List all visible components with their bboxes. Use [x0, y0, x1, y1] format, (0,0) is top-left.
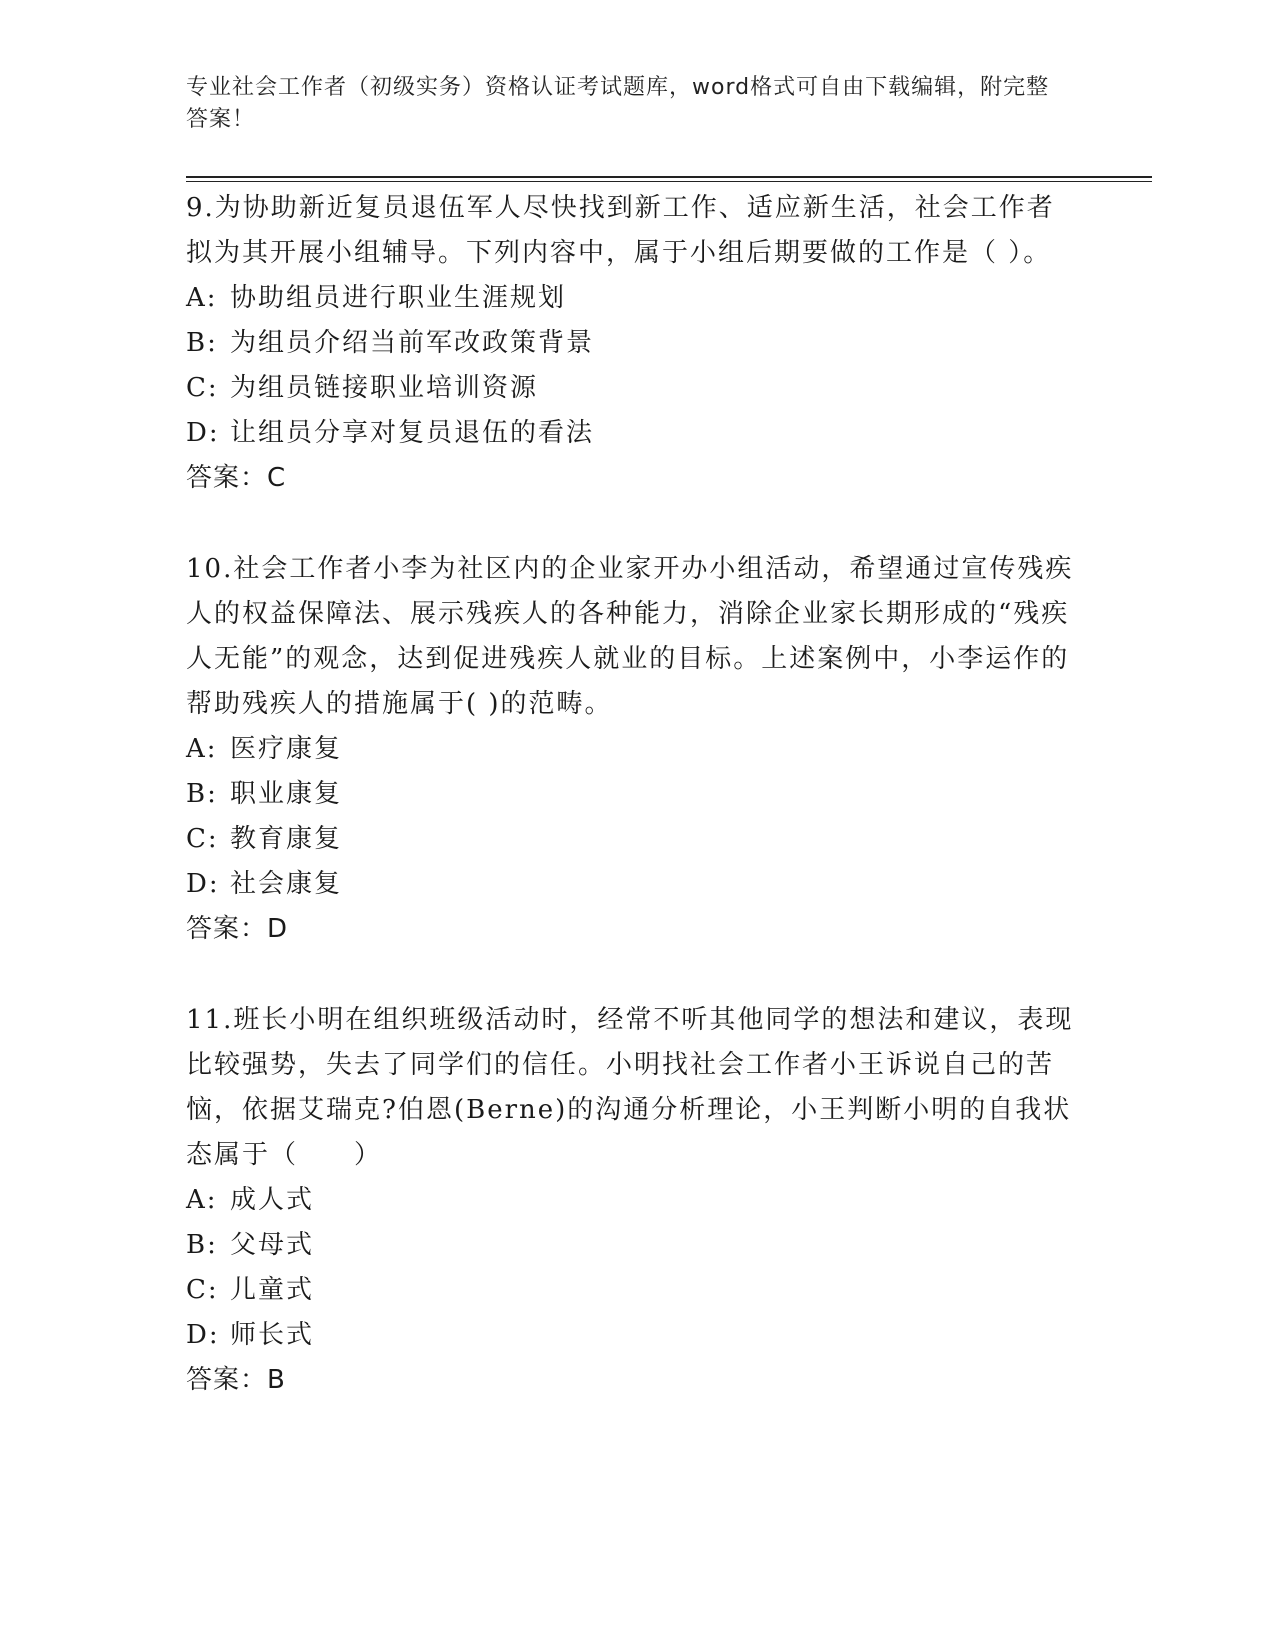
- option-text: 社会康复: [230, 869, 343, 899]
- option-key: A:: [186, 1185, 218, 1215]
- option-key: D:: [186, 418, 220, 448]
- question-stem: 9.为协助新近复员退伍军人尽快找到新工作、适应新生活，社会工作者拟为其开展小组辅导。下列内容中，属于小组后期要做的工作是（ ）。: [186, 193, 1055, 268]
- answer-line: 答案：D: [186, 914, 289, 944]
- option-b: [186, 772, 1076, 817]
- option-key: D:: [186, 1320, 220, 1350]
- header-divider-thin: [186, 181, 1152, 182]
- option-text: 医疗康复: [230, 734, 343, 764]
- option-key: A:: [186, 283, 218, 313]
- option-key: B:: [186, 328, 218, 358]
- option-text: 协助组员进行职业生涯规划: [230, 283, 567, 313]
- option-key: A:: [186, 734, 218, 764]
- option-a: [186, 1178, 1076, 1223]
- question-stem: 10.社会工作者小李为社区内的企业家开办小组活动，希望通过宣传残疾人的权益保障法、展示残疾人的各种能力，消除企业家长期形成的“残疾人无能”的观念，达到促进残疾人就业的目标。上述案例中，小李运作的帮助残疾人的措施属于( )的范畴。: [186, 554, 1074, 719]
- option-key: C:: [186, 824, 219, 854]
- option-text: 职业康复: [230, 779, 343, 809]
- question-9: [186, 186, 1076, 501]
- answer-line: 答案：C: [186, 463, 287, 493]
- option-text: 师长式: [230, 1320, 315, 1350]
- option-text: 父母式: [230, 1230, 315, 1260]
- option-d: [186, 1313, 1076, 1358]
- option-text: 为组员链接职业培训资源: [230, 373, 539, 403]
- question-10: [186, 547, 1076, 952]
- option-key: D:: [186, 869, 220, 899]
- document-header: 专业社会工作者（初级实务）资格认证考试题库，word格式可自由下载编辑，附完整答案！: [186, 75, 1050, 132]
- option-text: 成人式: [230, 1185, 315, 1215]
- option-key: C:: [186, 373, 219, 403]
- option-c: [186, 1268, 1076, 1313]
- option-key: B:: [186, 1230, 218, 1260]
- option-a: [186, 727, 1076, 772]
- question-11: [186, 998, 1076, 1403]
- option-key: C:: [186, 1275, 219, 1305]
- option-d: [186, 411, 1076, 456]
- option-b: [186, 1223, 1076, 1268]
- option-text: 儿童式: [230, 1275, 315, 1305]
- header-divider-thick: [186, 176, 1152, 178]
- option-a: [186, 276, 1076, 321]
- answer-line: 答案：B: [186, 1365, 286, 1395]
- option-c: [186, 366, 1076, 411]
- question-stem: 11.班长小明在组织班级活动时，经常不听其他同学的想法和建议，表现比较强势，失去了同学们的信任。小明找社会工作者小王诉说自己的苦恼，依据艾瑞克?伯恩(Berne)的沟通分析理论，小王判断小明的自我状态属于（ ）: [186, 1005, 1074, 1170]
- option-b: [186, 321, 1076, 366]
- question-list: [186, 186, 1076, 1449]
- option-key: B:: [186, 779, 218, 809]
- option-c: [186, 817, 1076, 862]
- option-text: 教育康复: [230, 824, 343, 854]
- option-d: [186, 862, 1076, 907]
- option-text: 让组员分享对复员退伍的看法: [230, 418, 595, 448]
- option-text: 为组员介绍当前军改政策背景: [230, 328, 595, 358]
